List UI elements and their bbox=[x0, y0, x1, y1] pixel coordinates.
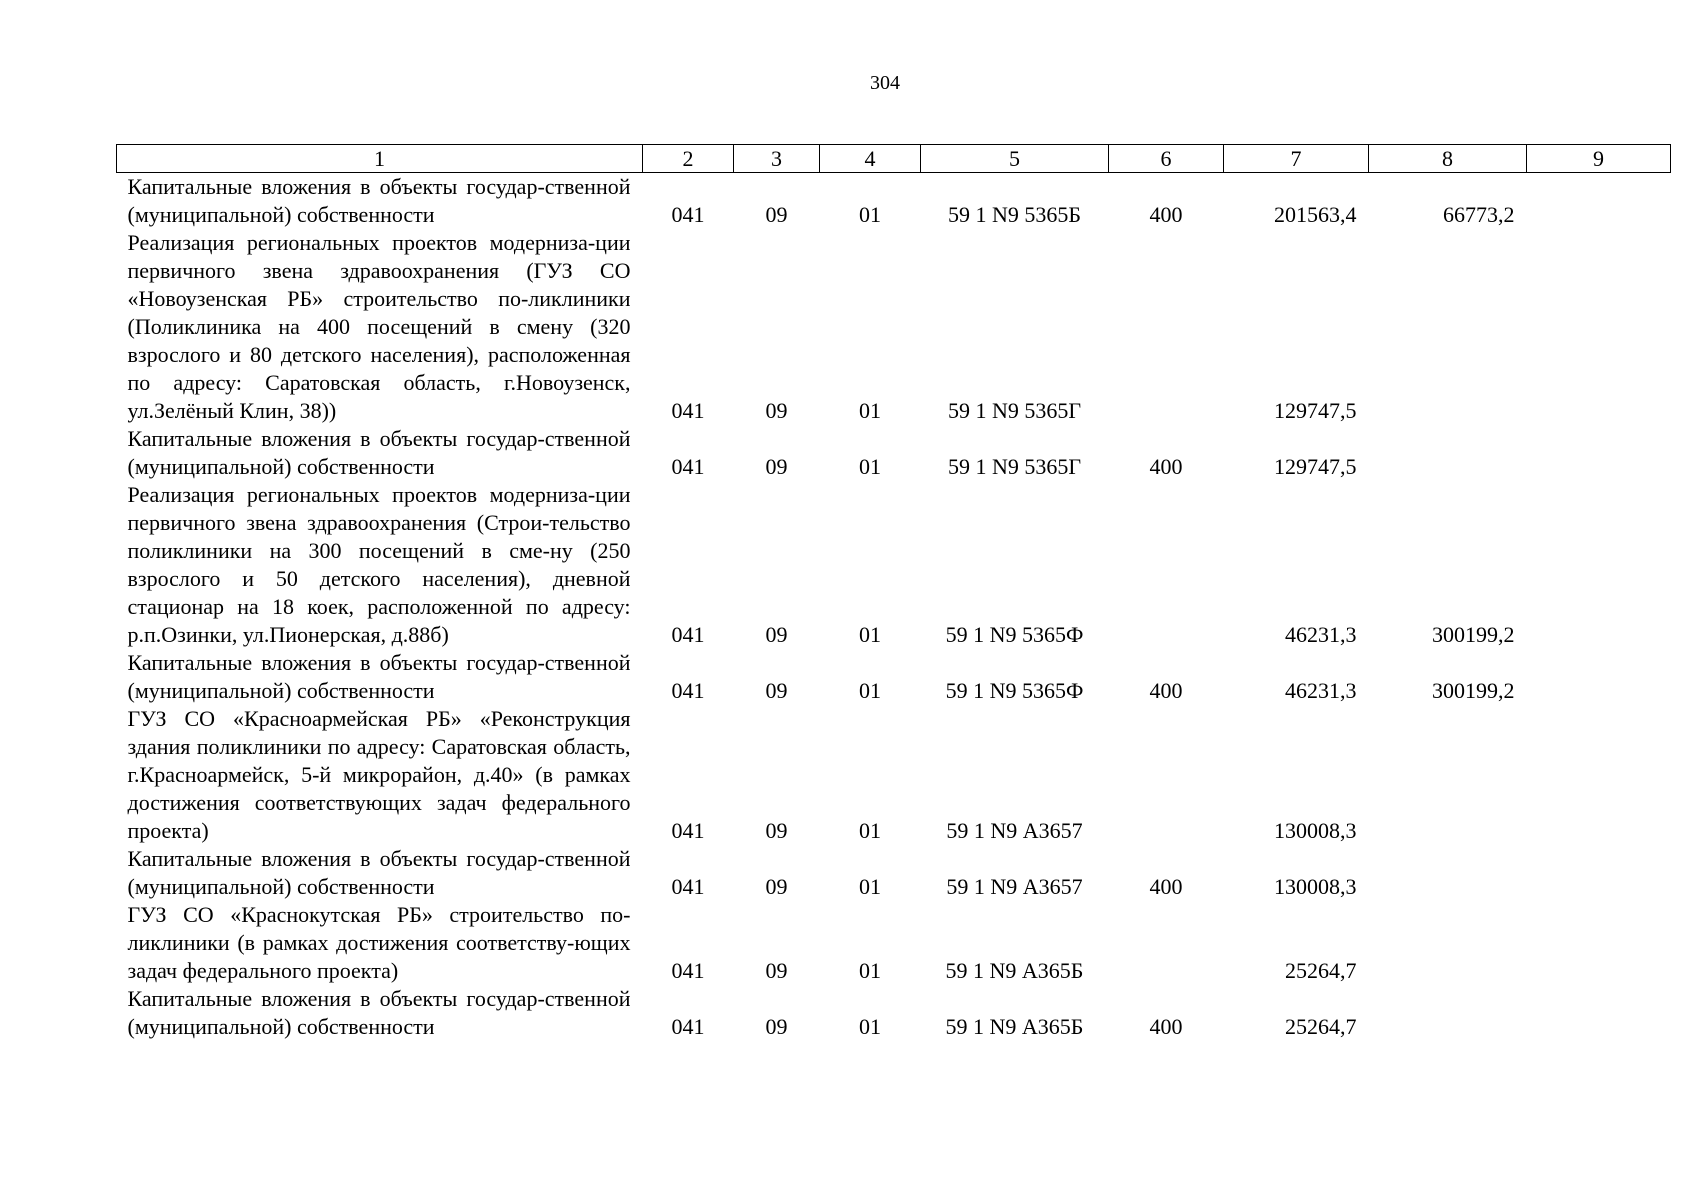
amount-col-8 bbox=[1369, 705, 1527, 845]
amount-col-7: 25264,7 bbox=[1285, 958, 1357, 983]
expense-type-code bbox=[1109, 481, 1224, 649]
section-code: 09 bbox=[765, 1014, 788, 1039]
amount-col-7: 46231,3 bbox=[1285, 678, 1357, 703]
item-name: ГУЗ СО «Краснокутская РБ» строительство по-ликлиники (в рамках достижения соответству-ющих задач федерального проекта) bbox=[127, 902, 631, 983]
ministry-code: 041 bbox=[671, 874, 705, 899]
column-header: 1 bbox=[117, 145, 643, 173]
page-number: 304 bbox=[870, 72, 900, 94]
table-body bbox=[117, 173, 1671, 1042]
table-row bbox=[117, 901, 1671, 985]
column-header: 7 bbox=[1224, 145, 1369, 173]
amount-col-8: 300199,2 bbox=[1432, 678, 1515, 703]
amount-col-9 bbox=[1527, 985, 1671, 1041]
target-article-code: 59 1 N9 5365Б bbox=[947, 202, 1082, 227]
amount-col-8 bbox=[1369, 901, 1527, 985]
subsection-code: 01 bbox=[859, 818, 881, 843]
table-header bbox=[117, 145, 1671, 173]
item-name: Капитальные вложения в объекты государ-ственной (муниципальной) собственности bbox=[127, 174, 631, 227]
ministry-code: 041 bbox=[671, 398, 705, 423]
subsection-code: 01 bbox=[859, 622, 881, 647]
section-code: 09 bbox=[765, 678, 788, 703]
subsection-code: 01 bbox=[859, 398, 881, 423]
expense-type-code: 400 bbox=[1149, 874, 1183, 899]
amount-col-9 bbox=[1527, 705, 1671, 845]
item-name: Реализация региональных проектов модерниза-ции первичного звена здравоохранения (ГУЗ СО «Новоузенская РБ» строительство по-ликлиники (Поликлиника на 400 посещений в смену (320 взрослого и 80 детского населения), расположенная по адресу: Саратовская область, г.Новоузенск, ул.Зелёный Клин, 38)) bbox=[127, 230, 631, 423]
table-row bbox=[117, 985, 1671, 1041]
amount-col-8: 66773,2 bbox=[1443, 202, 1515, 227]
item-name: Капитальные вложения в объекты государ-ственной (муниципальной) собственности bbox=[127, 426, 631, 479]
expense-type-code: 400 bbox=[1149, 678, 1183, 703]
amount-col-8 bbox=[1369, 985, 1527, 1041]
column-header: 6 bbox=[1109, 145, 1224, 173]
table-row bbox=[117, 425, 1671, 481]
amount-col-7: 25264,7 bbox=[1285, 1014, 1357, 1039]
ministry-code: 041 bbox=[671, 818, 705, 843]
table-row bbox=[117, 705, 1671, 845]
expense-type-code bbox=[1109, 705, 1224, 845]
amount-col-9 bbox=[1527, 901, 1671, 985]
item-name: Капитальные вложения в объекты государ-ственной (муниципальной) собственности bbox=[127, 986, 631, 1039]
section-code: 09 bbox=[765, 958, 788, 983]
subsection-code: 01 bbox=[859, 202, 881, 227]
amount-col-7: 46231,3 bbox=[1285, 622, 1357, 647]
subsection-code: 01 bbox=[859, 958, 881, 983]
ministry-code: 041 bbox=[671, 202, 705, 227]
item-name: Капитальные вложения в объекты государ-ственной (муниципальной) собственности bbox=[127, 650, 631, 703]
target-article-code: 59 1 N9 5365Г bbox=[947, 454, 1082, 479]
amount-col-9 bbox=[1527, 845, 1671, 901]
subsection-code: 01 bbox=[859, 1014, 881, 1039]
table-row bbox=[117, 173, 1671, 230]
target-article-code: 59 1 N9 А365Б bbox=[945, 1014, 1084, 1039]
subsection-code: 01 bbox=[859, 874, 881, 899]
table-row bbox=[117, 845, 1671, 901]
amount-col-8 bbox=[1369, 425, 1527, 481]
ministry-code: 041 bbox=[671, 622, 705, 647]
column-header: 9 bbox=[1527, 145, 1671, 173]
target-article-code: 59 1 N9 5365Г bbox=[947, 398, 1082, 423]
expense-type-code: 400 bbox=[1149, 202, 1183, 227]
section-code: 09 bbox=[765, 202, 788, 227]
expense-type-code bbox=[1109, 229, 1224, 425]
target-article-code: 59 1 N9 5365Ф bbox=[945, 678, 1084, 703]
amount-col-9 bbox=[1527, 229, 1671, 425]
target-article-code: 59 1 N9 А3657 bbox=[946, 818, 1083, 843]
amount-col-8 bbox=[1369, 229, 1527, 425]
table-row bbox=[117, 649, 1671, 705]
column-header: 2 bbox=[643, 145, 734, 173]
ministry-code: 041 bbox=[671, 454, 705, 479]
amount-col-9 bbox=[1527, 173, 1671, 230]
target-article-code: 59 1 N9 А365Б bbox=[945, 958, 1084, 983]
amount-col-7: 129747,5 bbox=[1274, 398, 1357, 423]
amount-col-8: 300199,2 bbox=[1432, 622, 1515, 647]
amount-col-9 bbox=[1527, 481, 1671, 649]
ministry-code: 041 bbox=[671, 678, 705, 703]
budget-table bbox=[116, 144, 1671, 1041]
target-article-code: 59 1 N9 А3657 bbox=[946, 874, 1083, 899]
section-code: 09 bbox=[765, 454, 788, 479]
table-row bbox=[117, 229, 1671, 425]
section-code: 09 bbox=[765, 874, 788, 899]
amount-col-7: 201563,4 bbox=[1274, 202, 1357, 227]
section-code: 09 bbox=[765, 398, 788, 423]
amount-col-7: 130008,3 bbox=[1274, 818, 1357, 843]
ministry-code: 041 bbox=[671, 958, 705, 983]
amount-col-8 bbox=[1369, 845, 1527, 901]
section-code: 09 bbox=[765, 818, 788, 843]
column-header: 8 bbox=[1369, 145, 1527, 173]
column-header: 3 bbox=[734, 145, 820, 173]
column-header: 5 bbox=[921, 145, 1109, 173]
item-name: Реализация региональных проектов модерниза-ции первичного звена здравоохранения (Строи-тельство поликлиники на 300 посещений в сме-ну (250 взрослого и 50 детского населения), дневной стационар на 18 коек, расположенной по адресу: р.п.Озинки, ул.Пионерская, д.88б) bbox=[127, 482, 631, 647]
expense-type-code bbox=[1109, 901, 1224, 985]
table-row bbox=[117, 481, 1671, 649]
expense-type-code: 400 bbox=[1149, 1014, 1183, 1039]
amount-col-9 bbox=[1527, 649, 1671, 705]
subsection-code: 01 bbox=[859, 454, 881, 479]
amount-col-7: 130008,3 bbox=[1274, 874, 1357, 899]
subsection-code: 01 bbox=[859, 678, 881, 703]
amount-col-9 bbox=[1527, 425, 1671, 481]
item-name: ГУЗ СО «Красноармейская РБ» «Реконструкция здания поликлиники по адресу: Саратовская область, г.Красноармейск, 5-й микрорайон, д.40» (в рамках достижения соответствующих задач федерального проекта) bbox=[127, 706, 631, 843]
ministry-code: 041 bbox=[671, 1014, 705, 1039]
column-header: 4 bbox=[820, 145, 921, 173]
section-code: 09 bbox=[765, 622, 788, 647]
target-article-code: 59 1 N9 5365Ф bbox=[945, 622, 1084, 647]
item-name: Капитальные вложения в объекты государ-ственной (муниципальной) собственности bbox=[127, 846, 631, 899]
header-row bbox=[117, 145, 1671, 173]
expense-type-code: 400 bbox=[1149, 454, 1183, 479]
amount-col-7: 129747,5 bbox=[1274, 454, 1357, 479]
